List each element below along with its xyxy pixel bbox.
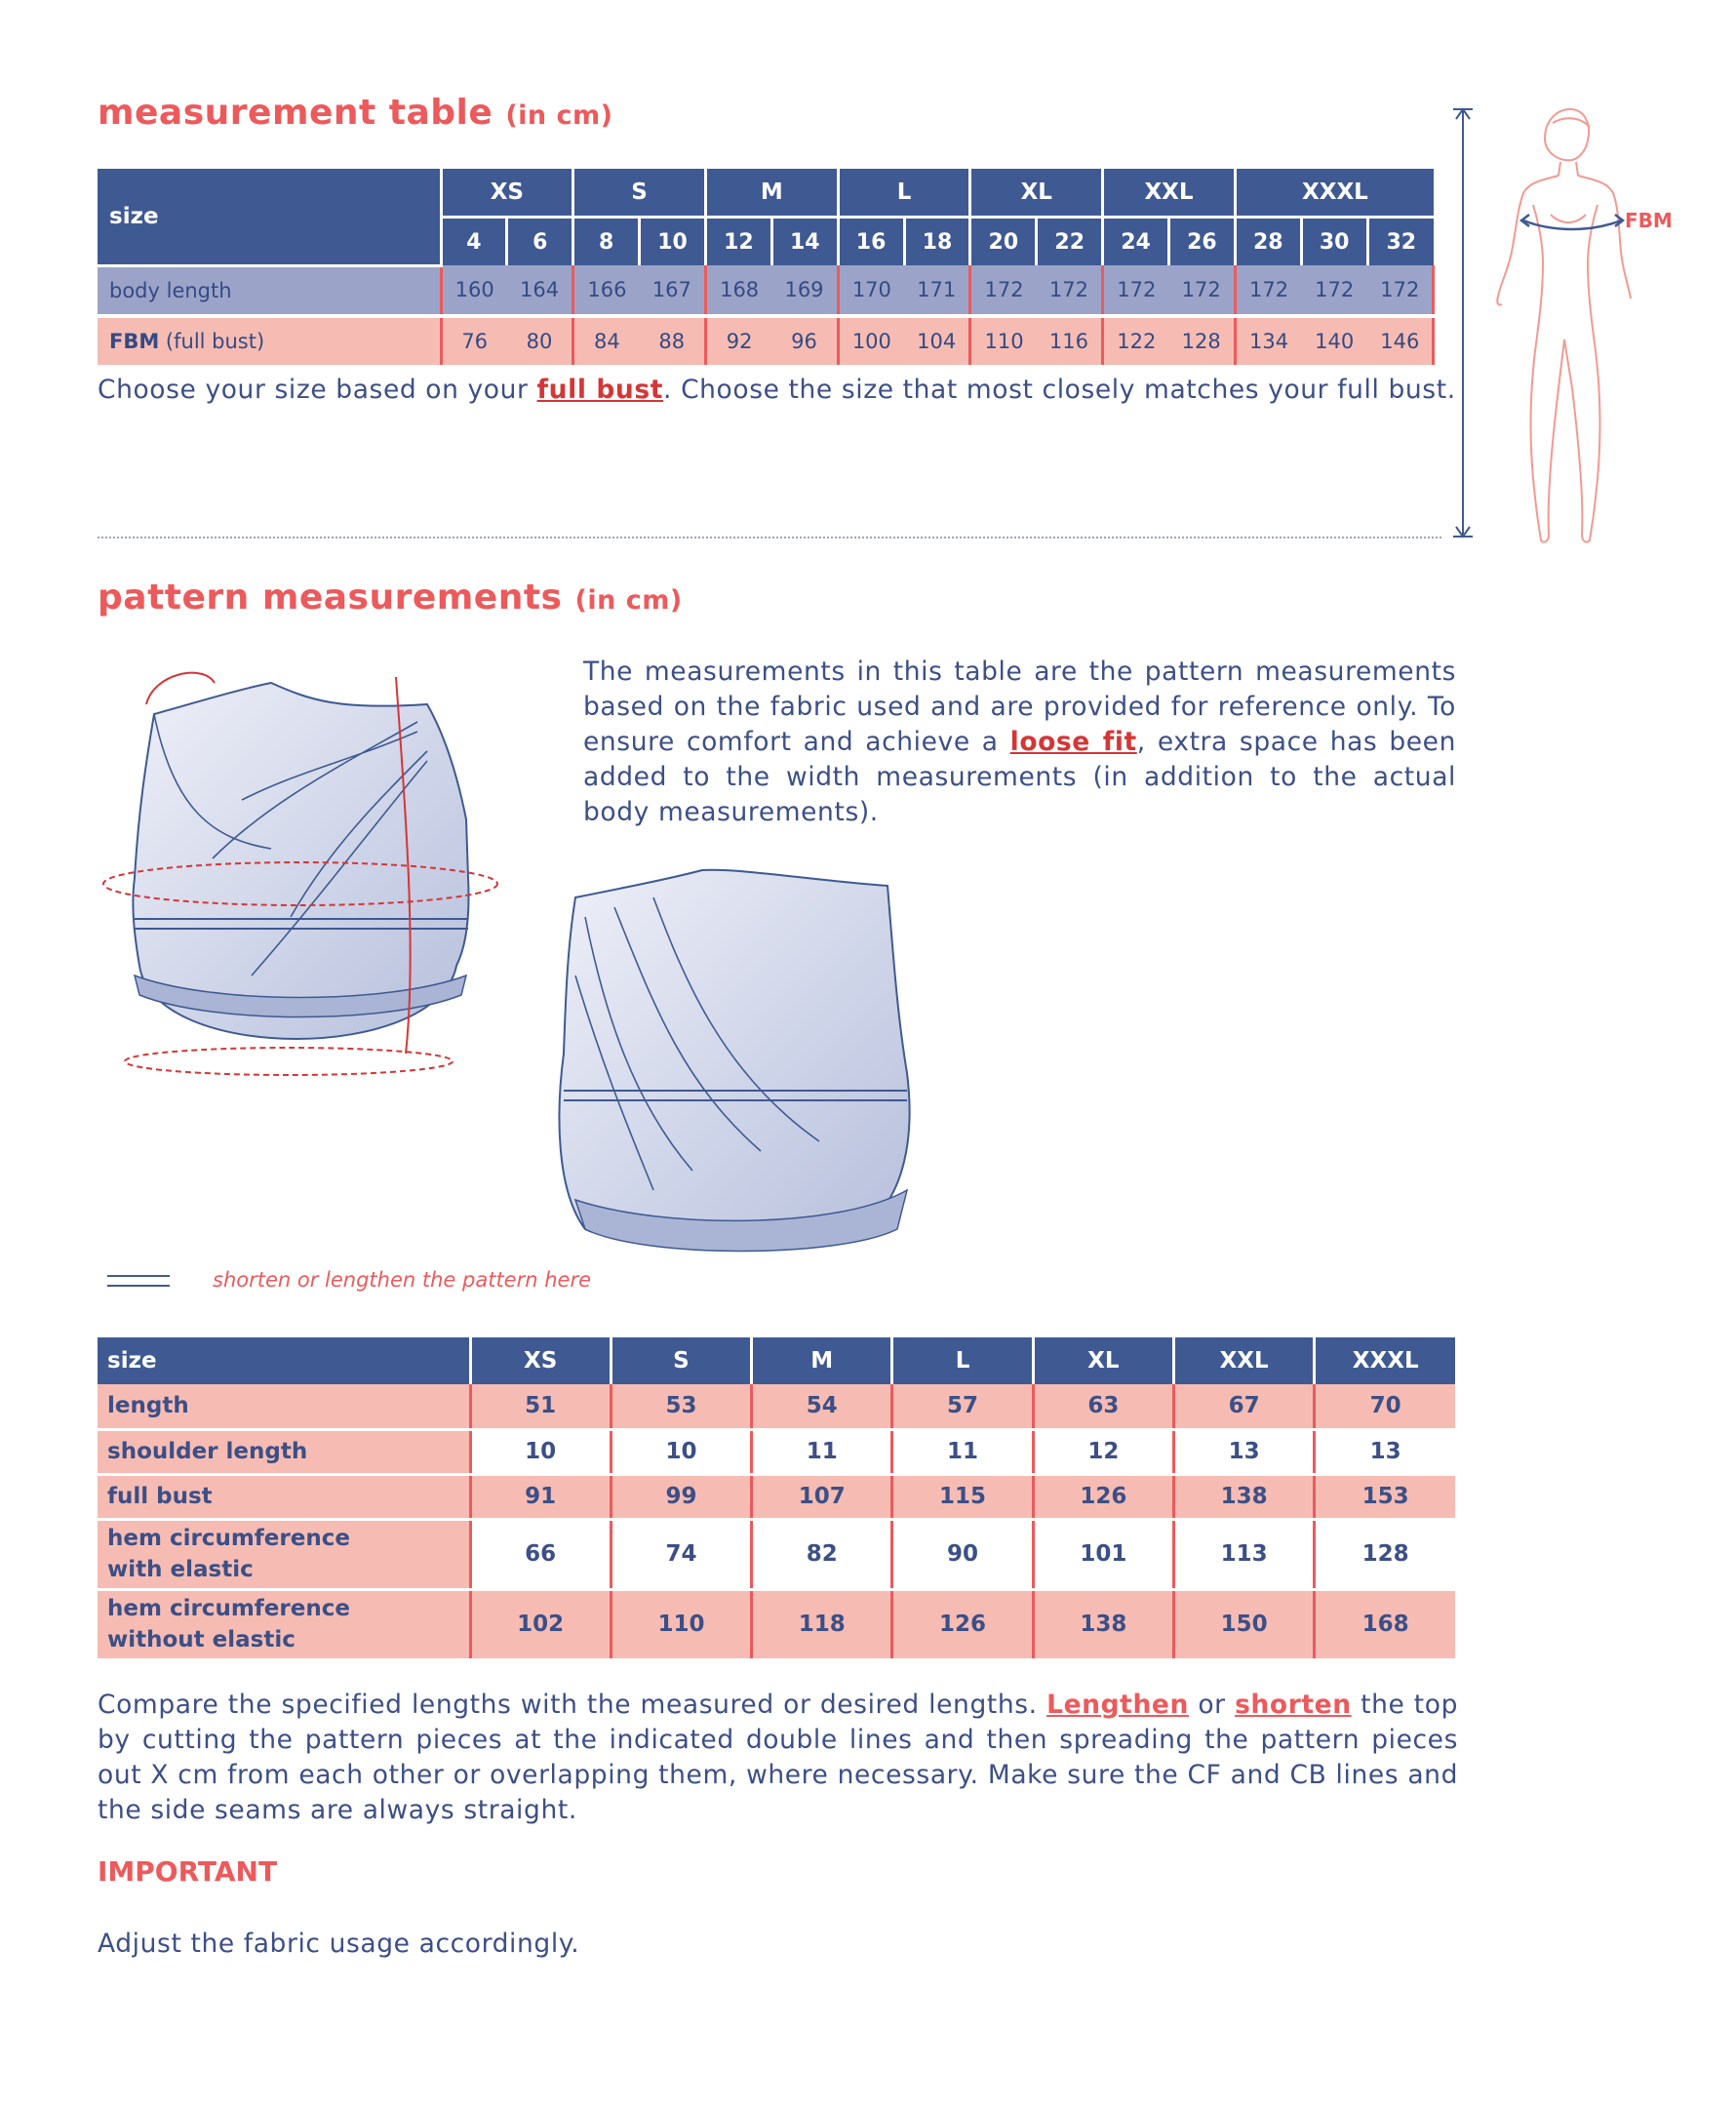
- size-column-header: M: [752, 1337, 892, 1384]
- table-cell: 170: [838, 265, 904, 316]
- table-cell: 172: [1235, 265, 1301, 316]
- table-cell: 66: [470, 1519, 611, 1589]
- full-bust-link[interactable]: full bust: [536, 375, 664, 405]
- table-cell: 12: [1033, 1429, 1173, 1474]
- size-number: 26: [1169, 218, 1236, 266]
- size-group: XS: [441, 169, 573, 218]
- table-cell: 96: [771, 316, 838, 365]
- size-number: 16: [838, 218, 904, 266]
- row-label: [98, 1519, 470, 1589]
- table-cell: 172: [1169, 265, 1236, 316]
- compare-text: Compare the specified lengths with the measured or desired lengths.: [98, 1690, 1047, 1720]
- pattern-measurement-table: [98, 1337, 1455, 1661]
- table-cell: 84: [573, 316, 640, 365]
- table-cell: 172: [1367, 265, 1434, 316]
- table-cell: 122: [1103, 316, 1169, 365]
- table-cell: 138: [1173, 1474, 1314, 1519]
- table-cell: 134: [1235, 316, 1301, 365]
- table-cell: 13: [1173, 1429, 1314, 1474]
- row-label-line: hem circumference: [107, 1596, 350, 1621]
- table-cell: 11: [892, 1429, 1033, 1474]
- compare-paragraph: [98, 1688, 1458, 1828]
- table-header-row: [98, 1337, 1455, 1384]
- size-number: 18: [904, 218, 970, 266]
- body-length-row: [98, 265, 1434, 316]
- table-cell: 92: [705, 316, 771, 365]
- table-cell: 80: [507, 316, 573, 365]
- section-divider: [98, 537, 1441, 538]
- row-label: body length: [98, 265, 441, 316]
- note-text: Choose your size based on your: [98, 375, 537, 405]
- table-cell: 88: [640, 316, 706, 365]
- table-cell: 146: [1367, 316, 1434, 365]
- row-label-line: without elastic: [107, 1627, 296, 1653]
- row-label-line: with elastic: [107, 1557, 254, 1582]
- table-cell: 160: [441, 265, 507, 316]
- fbm-row: [98, 316, 1434, 365]
- table-cell: 150: [1173, 1589, 1314, 1659]
- size-note: [98, 373, 1463, 408]
- table-cell: 116: [1037, 316, 1103, 365]
- table-cell: 63: [1033, 1384, 1173, 1429]
- row-label: shoulder length: [98, 1429, 470, 1474]
- size-column-header: S: [611, 1337, 751, 1384]
- size-number: 14: [771, 218, 838, 266]
- table-cell: 110: [970, 316, 1037, 365]
- table-cell: 90: [892, 1519, 1033, 1589]
- table-cell: 67: [1173, 1384, 1314, 1429]
- fbm-figure-label: FBM: [1625, 209, 1673, 232]
- fbm-label-rest: (full bust): [159, 329, 265, 353]
- legend-text: shorten or lengthen the pattern here: [213, 1268, 591, 1292]
- table-cell: 166: [573, 265, 640, 316]
- table-cell: 107: [752, 1474, 892, 1519]
- row-label: [98, 316, 441, 365]
- double-line-legend-icon: [105, 1271, 174, 1291]
- woman-figure-icon: [1497, 109, 1631, 542]
- size-number: 8: [573, 218, 640, 266]
- table-row: [98, 1474, 1455, 1519]
- size-number: 12: [705, 218, 771, 266]
- table-cell: 102: [470, 1589, 611, 1659]
- table-cell: 10: [470, 1429, 611, 1474]
- table-cell: 53: [611, 1384, 751, 1429]
- size-group: M: [705, 169, 838, 218]
- table-cell: 164: [507, 265, 573, 316]
- table-cell: 140: [1301, 316, 1367, 365]
- table-cell: 110: [611, 1589, 751, 1659]
- table-cell: 82: [752, 1519, 892, 1589]
- body-figure-illustration: [1443, 98, 1697, 546]
- pattern-intro: [583, 655, 1456, 830]
- table-cell: 138: [1033, 1589, 1173, 1659]
- size-number: 4: [441, 218, 507, 266]
- size-group: S: [573, 169, 706, 218]
- size-group: XXXL: [1235, 169, 1434, 218]
- size-header: size: [98, 169, 441, 265]
- table-cell: 11: [752, 1429, 892, 1474]
- table-cell: 70: [1315, 1384, 1455, 1429]
- compare-text: or: [1188, 1690, 1236, 1720]
- table-cell: 172: [970, 265, 1037, 316]
- loose-fit-link[interactable]: loose fit: [1009, 727, 1137, 757]
- size-group: XXL: [1103, 169, 1236, 218]
- title-unit: (in cm): [505, 100, 613, 131]
- table-cell: 128: [1169, 316, 1236, 365]
- shorten-link[interactable]: shorten: [1235, 1690, 1352, 1720]
- size-number: 6: [507, 218, 573, 266]
- table-cell: 74: [611, 1519, 751, 1589]
- table-cell: 128: [1315, 1519, 1455, 1589]
- intro-text: , extra space has been added to the width measurements (in addition to the actual body measurements).: [583, 727, 1456, 827]
- table-row: [98, 1589, 1455, 1659]
- table-cell: 118: [752, 1589, 892, 1659]
- size-number: 24: [1103, 218, 1169, 266]
- table-cell: 172: [1301, 265, 1367, 316]
- row-label: full bust: [98, 1474, 470, 1519]
- size-column-header: XXXL: [1315, 1337, 1455, 1384]
- table-cell: 100: [838, 316, 904, 365]
- fbm-label: FBM: [109, 329, 160, 353]
- measurement-table: [98, 169, 1435, 365]
- size-number: 10: [640, 218, 706, 266]
- table-cell: 172: [1037, 265, 1103, 316]
- table-cell: 13: [1315, 1429, 1455, 1474]
- table-cell: 168: [705, 265, 771, 316]
- size-column-header: XL: [1033, 1337, 1173, 1384]
- important-text: Adjust the fabric usage accordingly.: [98, 1929, 580, 1959]
- measurement-table-title: [98, 93, 613, 133]
- note-text: . Choose the size that most closely matches your full bust.: [663, 375, 1456, 405]
- table-row: [98, 1519, 1455, 1589]
- table-cell: 57: [892, 1384, 1033, 1429]
- garment-front-illustration: [96, 654, 534, 1093]
- table-cell: 91: [470, 1474, 611, 1519]
- table-cell: 54: [752, 1384, 892, 1429]
- intro-text: The measurements in this table are the pattern measurements based on the fabric used and are provided for reference only. To ensure comfort and achieve a: [583, 657, 1456, 757]
- size-number: 20: [970, 218, 1037, 266]
- row-label: [98, 1589, 470, 1659]
- table-cell: 167: [640, 265, 706, 316]
- lengthen-link[interactable]: Lengthen: [1046, 1690, 1189, 1720]
- size-column-header: L: [892, 1337, 1033, 1384]
- table-cell: 168: [1315, 1589, 1455, 1659]
- title-unit: (in cm): [574, 585, 683, 616]
- table-row: [98, 1384, 1455, 1429]
- table-cell: 10: [611, 1429, 751, 1474]
- table-cell: 51: [470, 1384, 611, 1429]
- size-column-header: XXL: [1173, 1337, 1314, 1384]
- size-number: 22: [1037, 218, 1103, 266]
- size-group: XL: [970, 169, 1103, 218]
- table-cell: 99: [611, 1474, 751, 1519]
- size-group: L: [838, 169, 970, 218]
- height-arrow-icon: [1453, 109, 1473, 537]
- row-label-line: hem circumference: [107, 1526, 350, 1551]
- table-cell: 126: [892, 1589, 1033, 1659]
- table-cell: 169: [771, 265, 838, 316]
- size-number: 30: [1301, 218, 1367, 266]
- pattern-measurements-title: [98, 578, 683, 617]
- garment-back-illustration: [546, 858, 927, 1258]
- compare-text: the top by cutting the pattern pieces at the indicated double lines and then spreading the pattern pieces out X cm from each other or overlapping them, where necessary. Make sure the CF and CB lines and the side seams are always straight.: [98, 1690, 1458, 1825]
- title-text: measurement table: [98, 93, 493, 133]
- table-cell: 76: [441, 316, 507, 365]
- size-number: 32: [1367, 218, 1434, 266]
- size-number: 28: [1235, 218, 1301, 266]
- table-cell: 113: [1173, 1519, 1314, 1589]
- important-heading: IMPORTANT: [98, 1855, 278, 1888]
- table-cell: 115: [892, 1474, 1033, 1519]
- row-label: length: [98, 1384, 470, 1429]
- table-cell: 172: [1103, 265, 1169, 316]
- table-cell: 126: [1033, 1474, 1173, 1519]
- table-row: [98, 1429, 1455, 1474]
- table-cell: 153: [1315, 1474, 1455, 1519]
- table-cell: 101: [1033, 1519, 1173, 1589]
- title-text: pattern measurements: [98, 578, 563, 617]
- table-cell: 171: [904, 265, 970, 316]
- size-header: size: [98, 1337, 470, 1384]
- size-column-header: XS: [470, 1337, 611, 1384]
- table-cell: 104: [904, 316, 970, 365]
